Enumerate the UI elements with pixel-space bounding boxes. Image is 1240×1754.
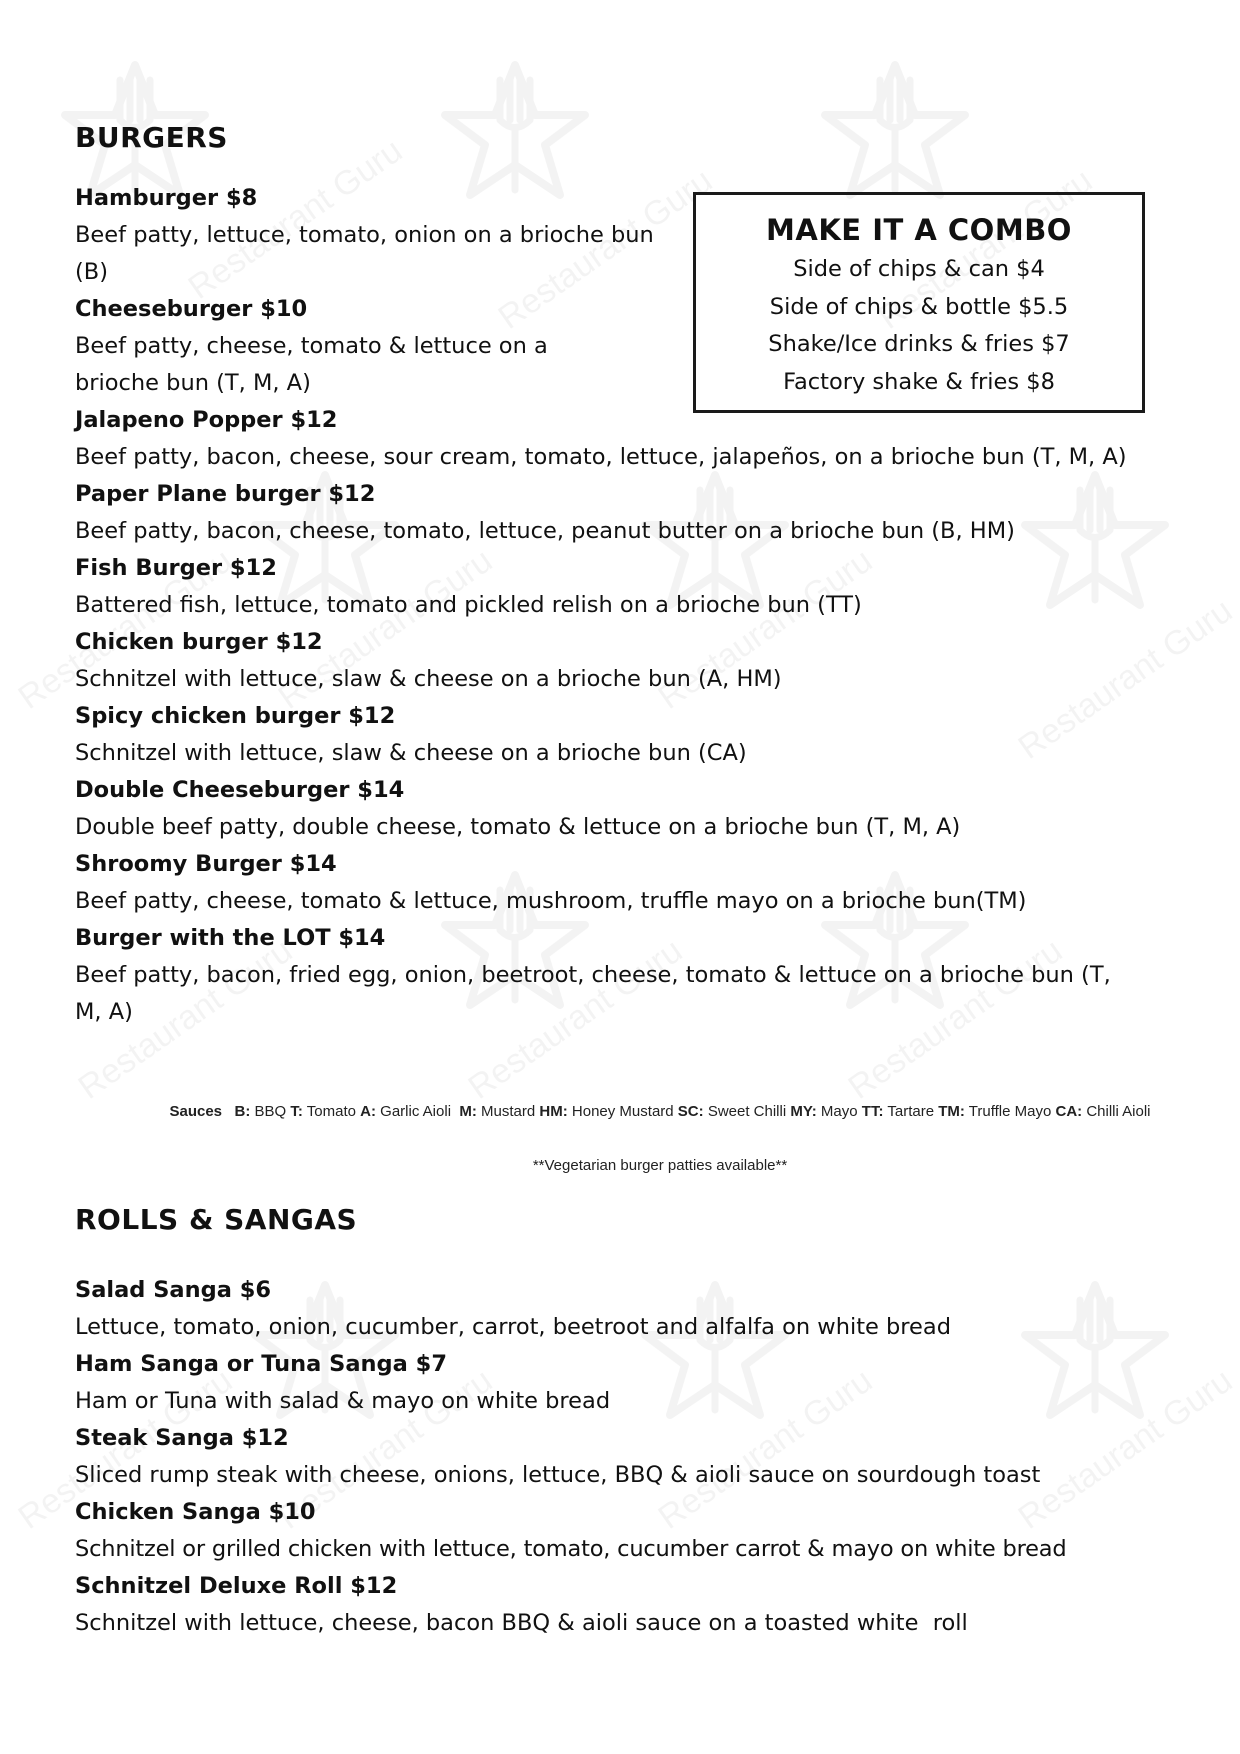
sauce-code: MY: <box>790 1103 817 1120</box>
item-name: Jalapeno Popper $12 <box>75 407 338 433</box>
sauce-name: Tomato <box>306 1103 356 1120</box>
combo-line: Factory shake & fries $8 <box>783 368 1055 395</box>
sauce-name: Mayo <box>820 1103 858 1120</box>
item-description: Schnitzel with lettuce, slaw & cheese on a brioche bun (CA) <box>75 740 747 766</box>
watermark-fork-star-icon <box>820 60 970 200</box>
sauce-name: Tartare <box>887 1103 935 1120</box>
sauce-code: TM: <box>938 1103 965 1120</box>
menu-item <box>75 402 1155 476</box>
combo-line: Side of chips & bottle $5.5 <box>769 293 1069 320</box>
sauce-code: CA: <box>1055 1103 1083 1120</box>
sauce-name: Chilli Aioli <box>1086 1103 1151 1120</box>
menu-item <box>75 1420 1185 1494</box>
item-name: Fish Burger $12 <box>75 555 277 581</box>
menu-item <box>75 698 1155 772</box>
item-description: Beef patty, lettuce, tomato, onion on a brioche bun (B) <box>75 222 654 285</box>
rolls-list <box>75 1272 1185 1642</box>
combo-title: MAKE IT A COMBO <box>766 213 1072 247</box>
sauce-code: SC: <box>677 1103 704 1120</box>
sauce-code: TT: <box>861 1103 884 1120</box>
menu-item <box>75 1272 1185 1346</box>
menu-item <box>75 920 1155 1031</box>
item-name: Double Cheeseburger $14 <box>75 777 405 803</box>
sauce-name: BBQ <box>254 1103 287 1120</box>
sauce-key-label: Sauces <box>169 1103 223 1120</box>
menu-item <box>75 624 1155 698</box>
sauce-code: HM: <box>539 1103 568 1120</box>
item-name: Schnitzel Deluxe Roll $12 <box>75 1573 398 1599</box>
menu-item <box>75 550 1155 624</box>
item-name: Paper Plane burger $12 <box>75 481 376 507</box>
item-name: Cheeseburger $10 <box>75 296 308 322</box>
menu-item <box>75 476 1155 550</box>
rolls-heading: ROLLS & SANGAS <box>75 1203 358 1236</box>
burgers-heading: BURGERS <box>75 121 228 154</box>
watermark-fork-star-icon <box>440 60 590 200</box>
combo-line: Shake/Ice drinks & fries $7 <box>768 331 1070 357</box>
sauce-code: A: <box>360 1103 376 1120</box>
menu-item <box>75 846 1155 920</box>
sauce-code: M: <box>459 1103 477 1120</box>
sauce-name: Mustard <box>481 1103 536 1120</box>
item-name: Steak Sanga $12 <box>75 1425 289 1451</box>
vegetarian-note: **Vegetarian burger patties available** <box>532 1157 788 1174</box>
item-description: Ham or Tuna with salad & mayo on white bread <box>75 1388 611 1414</box>
item-name: Burger with the LOT $14 <box>75 925 386 951</box>
item-description: Battered fish, lettuce, tomato and pickled relish on a brioche bun (TT) <box>75 592 862 618</box>
item-name: Chicken burger $12 <box>75 629 323 655</box>
item-description: Schnitzel or grilled chicken with lettuce, tomato, cucumber carrot & mayo on white bread <box>75 1536 1067 1562</box>
menu-item <box>75 772 1155 846</box>
item-description: Beef patty, cheese, tomato & lettuce, mushroom, truffle mayo on a brioche bun(TM) <box>75 888 1027 914</box>
item-description: Beef patty, bacon, fried egg, onion, beetroot, cheese, tomato & lettuce on a brioche bun (T, M, A) <box>75 962 1111 1025</box>
item-name: Ham Sanga or Tuna Sanga $7 <box>75 1351 447 1377</box>
item-description: Beef patty, cheese, tomato & lettuce on a brioche bun (T, M, A) <box>75 333 548 396</box>
menu-item <box>75 1494 1185 1568</box>
item-name: Shroomy Burger $14 <box>75 851 337 877</box>
item-name: Salad Sanga $6 <box>75 1277 272 1303</box>
sauce-name: Garlic Aioli <box>380 1103 452 1120</box>
item-description: Beef patty, bacon, cheese, tomato, lettuce, peanut butter on a brioche bun (B, HM) <box>75 518 1015 544</box>
sauce-name: Sweet Chilli <box>707 1103 787 1120</box>
sauce-name: Honey Mustard <box>571 1103 674 1120</box>
item-description: Schnitzel with lettuce, cheese, bacon BBQ & aioli sauce on a toasted white roll <box>75 1610 968 1636</box>
item-description: Beef patty, bacon, cheese, sour cream, tomato, lettuce, jalapeños, on a brioche bun (T, M, A) <box>75 444 1127 470</box>
item-name: Chicken Sanga $10 <box>75 1499 316 1525</box>
item-description: Sliced rump steak with cheese, onions, lettuce, BBQ & aioli sauce on sourdough toast <box>75 1462 1041 1488</box>
item-name: Hamburger $8 <box>75 185 258 211</box>
item-description: Double beef patty, double cheese, tomato & lettuce on a brioche bun (T, M, A) <box>75 814 961 840</box>
item-description: Lettuce, tomato, onion, cucumber, carrot, beetroot and alfalfa on white bread <box>75 1314 951 1340</box>
combo-line: Side of chips & can $4 <box>793 256 1045 282</box>
menu-item <box>75 1346 1185 1420</box>
sauce-code: B: <box>234 1103 251 1120</box>
sauce-name: Truffle Mayo <box>968 1103 1052 1120</box>
sauce-code: T: <box>290 1103 303 1120</box>
combo-box <box>693 192 1145 413</box>
item-description: Schnitzel with lettuce, slaw & cheese on a brioche bun (A, HM) <box>75 666 782 692</box>
menu-item <box>75 1568 1185 1642</box>
item-name: Spicy chicken burger $12 <box>75 703 396 729</box>
sauce-key <box>125 1096 1195 1128</box>
